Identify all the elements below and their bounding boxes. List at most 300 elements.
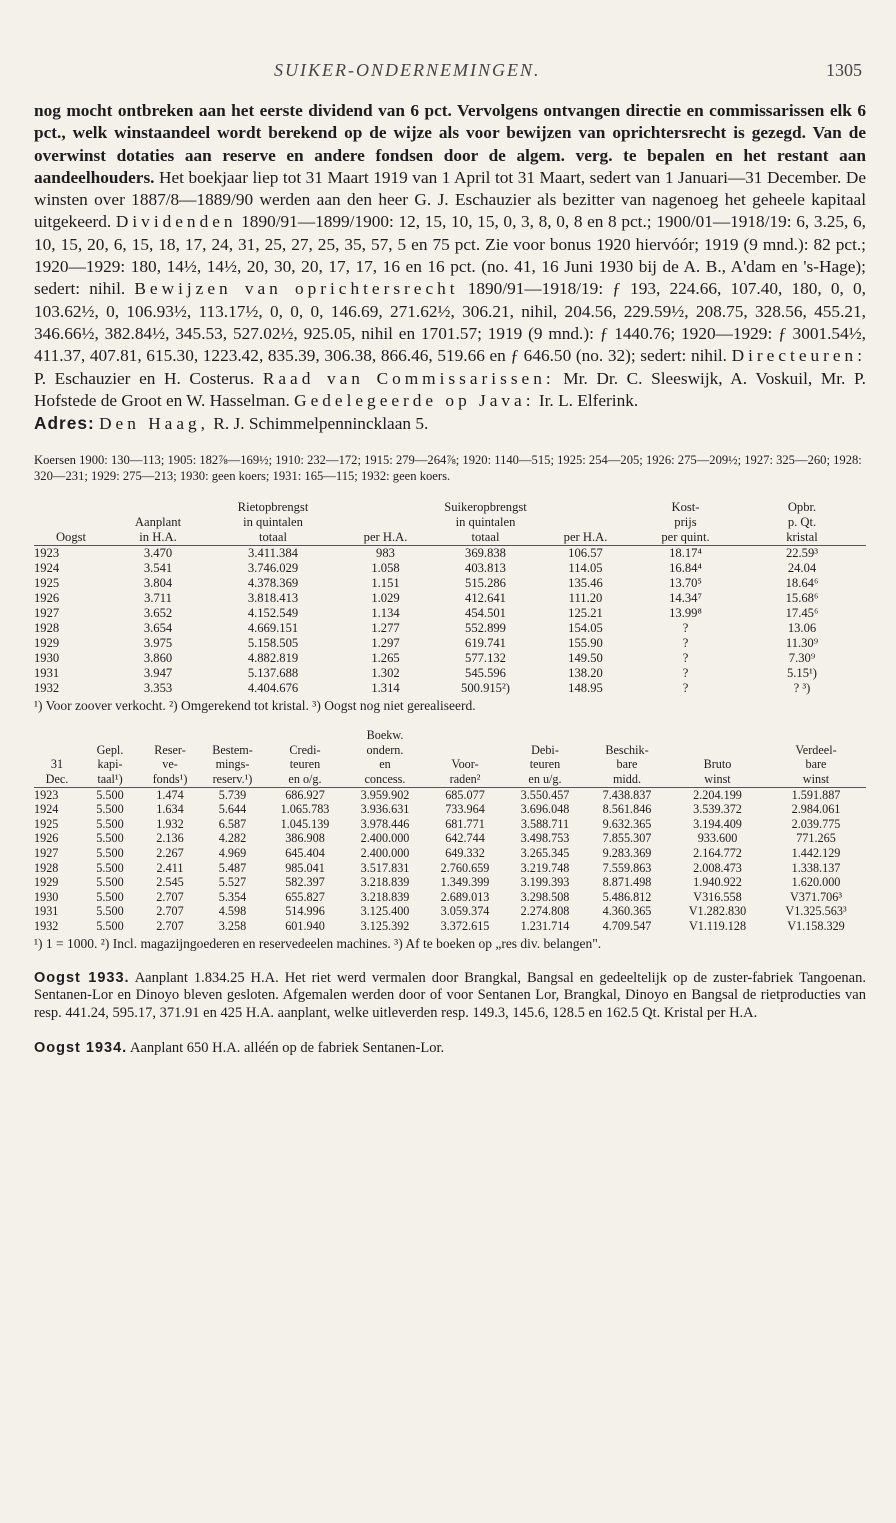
column-header: Reser- bbox=[154, 742, 186, 757]
table-cell: 619.741 bbox=[465, 636, 506, 651]
table-cell: 3.588.711 bbox=[520, 816, 570, 831]
column-header bbox=[425, 728, 505, 743]
table-cell: 5.15¹) bbox=[786, 666, 817, 681]
table-cell: 5.500 bbox=[96, 918, 124, 933]
table-cell: 412.641 bbox=[465, 591, 506, 606]
table-cell: 7.559.863 bbox=[602, 860, 652, 875]
table-cell: 5.739 bbox=[218, 787, 247, 802]
adres-label: Adres: bbox=[34, 413, 95, 434]
column-header: Bestem- bbox=[212, 742, 253, 757]
table-cell: 514.996 bbox=[285, 904, 325, 919]
column-header: fonds¹) bbox=[152, 772, 188, 787]
table-cell: 24.04 bbox=[787, 561, 817, 576]
column-header bbox=[585, 728, 669, 743]
table-cell: 13.70⁵ bbox=[669, 576, 702, 591]
gedelegeerde-label: Gedelegeerde op Java: bbox=[294, 390, 535, 410]
rvc-label: Raad van Commissarissen: bbox=[262, 368, 555, 388]
table-cell: 1.591.887 bbox=[791, 787, 841, 802]
directeuren-label: Directeuren: bbox=[731, 346, 866, 366]
table-cell: 5.500 bbox=[96, 846, 124, 861]
column-header: concess. bbox=[364, 772, 406, 787]
table-cell: 3.218.839 bbox=[360, 889, 410, 904]
column-header: midd. bbox=[612, 772, 642, 787]
column-header bbox=[505, 728, 585, 743]
table-cell: 2.707 bbox=[156, 918, 184, 933]
table-cell: 3.541 bbox=[143, 561, 173, 576]
table-cell: 13.06 bbox=[787, 621, 817, 636]
gedelegeerde-text: Ir. L. Elferink. bbox=[534, 390, 639, 410]
balance-table-footnote: ¹) 1 = 1000. ²) Incl. magazijngoederen en reservedeelen machines. ³) Af te boeken op „res div. belangen". bbox=[34, 935, 602, 951]
column-header bbox=[669, 743, 766, 758]
column-header: in quintalen bbox=[243, 515, 303, 530]
table-cell: 2.707 bbox=[156, 889, 184, 904]
harvest-header-row-1 bbox=[34, 500, 866, 515]
table-row bbox=[34, 875, 866, 890]
column-header: Rietopbrengst bbox=[237, 500, 309, 515]
table-cell: 4.282 bbox=[218, 831, 247, 846]
table-cell: 138.20 bbox=[568, 666, 603, 681]
column-header: Opbr. bbox=[787, 500, 817, 515]
balance-header-row-1 bbox=[34, 728, 866, 743]
table-cell: 154.05 bbox=[568, 621, 603, 636]
table-cell: 3.959.902 bbox=[360, 787, 410, 802]
row-year: 1928 bbox=[34, 621, 60, 636]
table-cell: 13.99⁸ bbox=[669, 606, 702, 621]
column-header: Beschik- bbox=[605, 742, 649, 757]
column-header: raden² bbox=[449, 772, 481, 787]
table-cell: 3.936.631 bbox=[360, 802, 410, 817]
row-year: 1927 bbox=[34, 846, 59, 861]
table-cell: 2.400.000 bbox=[360, 846, 410, 861]
column-header: teuren bbox=[529, 757, 561, 772]
column-header: per H.A. bbox=[563, 530, 608, 545]
table-cell: 3.411.384 bbox=[248, 546, 298, 561]
table-cell: 14.34⁷ bbox=[669, 591, 702, 606]
table-cell: 8.561.846 bbox=[602, 802, 652, 817]
column-header: ondern. bbox=[366, 742, 404, 757]
table-cell: 369.838 bbox=[465, 546, 506, 561]
table-cell: 2.411 bbox=[156, 860, 184, 875]
table-cell: 5.500 bbox=[96, 816, 124, 831]
table-cell: 1.314 bbox=[371, 681, 400, 696]
table-cell: 9.632.365 bbox=[602, 816, 652, 831]
table-cell: 1.277 bbox=[371, 621, 400, 636]
table-cell: 5.354 bbox=[218, 889, 247, 904]
table-cell: 15.68⁶ bbox=[785, 591, 819, 606]
row-year: 1931 bbox=[34, 666, 60, 681]
table-cell: 2.164.772 bbox=[693, 846, 742, 861]
table-cell: 149.50 bbox=[568, 651, 603, 666]
table-cell: 3.353 bbox=[143, 681, 173, 696]
row-year: 1929 bbox=[34, 636, 60, 651]
table-cell: 2.984.061 bbox=[791, 802, 841, 817]
directeuren-text: P. Eschauzier en H. Costerus. bbox=[34, 368, 263, 388]
harvest-table bbox=[34, 500, 866, 696]
table-cell: 2.136 bbox=[156, 831, 184, 846]
column-header: taal¹) bbox=[97, 772, 123, 787]
table-cell: 3.860 bbox=[143, 651, 173, 666]
table-cell: 5.500 bbox=[96, 904, 124, 919]
table-cell: 3.539.372 bbox=[693, 802, 742, 817]
column-header bbox=[265, 728, 345, 743]
table-cell: 681.771 bbox=[445, 816, 485, 831]
table-cell: 2.204.199 bbox=[693, 787, 742, 802]
dividenden-label: Dividenden bbox=[115, 212, 237, 232]
table-row bbox=[34, 621, 866, 636]
table-cell: 3.125.400 bbox=[360, 904, 410, 919]
table-cell: 1.442.129 bbox=[791, 846, 841, 861]
column-header bbox=[80, 728, 140, 743]
row-year: 1926 bbox=[34, 831, 59, 846]
table-cell: 1.065.783 bbox=[280, 802, 330, 817]
table-cell: 3.219.748 bbox=[520, 860, 570, 875]
page-number: 1305 bbox=[826, 60, 862, 80]
column-header: Oogst bbox=[55, 530, 87, 545]
column-header bbox=[338, 515, 433, 530]
column-header: Debi- bbox=[531, 742, 559, 757]
column-header: teuren bbox=[289, 757, 321, 772]
table-cell: 16.84⁴ bbox=[669, 561, 702, 576]
harvest-header-row-3 bbox=[34, 530, 866, 546]
table-cell: 4.969 bbox=[218, 846, 247, 861]
bewijzen-label: Bewijzen van oprichtersrecht bbox=[134, 279, 459, 299]
table-cell: 2.689.013 bbox=[440, 889, 490, 904]
column-header: en u/g. bbox=[528, 772, 562, 787]
fiscal-year-text: Het boekjaar liep tot 31 Maart 1919 van 1 April tot 31 Maart, sedert van 1 Januari—31 December. De winsten over 1887/8—1889/90 werden aan den heer G. J. Eschauzier als bezitter van nagenoeg het geheele kapitaal uitgekeerd. bbox=[34, 167, 866, 232]
adres-street: R. J. Schimmelpennincklaan 5. bbox=[208, 414, 429, 434]
table-cell: 5.500 bbox=[96, 889, 124, 904]
table-cell: 3.517.831 bbox=[360, 860, 410, 875]
table-cell: 3.498.753 bbox=[520, 831, 570, 846]
table-cell: 6.587 bbox=[218, 816, 247, 831]
table-cell: 5.527 bbox=[218, 875, 247, 890]
table-cell: 1.231.714 bbox=[520, 918, 570, 933]
table-cell: 135.46 bbox=[568, 576, 603, 591]
row-year: 1923 bbox=[34, 787, 59, 802]
column-header: in quintalen bbox=[455, 515, 516, 530]
column-header: per H.A. bbox=[363, 530, 408, 545]
table-cell: 3.654 bbox=[143, 621, 173, 636]
table-cell: 515.286 bbox=[465, 576, 506, 591]
column-header: reserv.¹) bbox=[212, 772, 253, 787]
adres-city: Den Haag, bbox=[99, 414, 209, 434]
running-title: SUIKER-ONDERNEMINGEN. bbox=[274, 60, 541, 80]
table-cell: 3.711 bbox=[144, 591, 172, 606]
table-cell: 7.855.307 bbox=[602, 831, 652, 846]
column-header: Bruto bbox=[703, 757, 732, 772]
table-cell: 1.338.137 bbox=[791, 860, 841, 875]
table-cell: 454.501 bbox=[465, 606, 506, 621]
table-cell: 642.744 bbox=[445, 831, 485, 846]
table-cell: 3.652 bbox=[143, 606, 173, 621]
table-cell: 3.550.457 bbox=[520, 787, 570, 802]
dividenden-text: 1890/91—1899/1900: 12, 15, 10, 15, 0, 3, 8, 0, 8 en 8 pct.; 1900/01—1918/19: 6, 3.25, 6, 10, 15, 20, 6, 15, 18, 17, 24, 31, 25, 27, 25, 35, 57, 5 en 75 pct. Zie voor bonus 1920 hiervóór; 1919 (9 mnd.): 82 pct.; 1920—1929: 180, 14½, 14½, 20, 30, 20, 17, 17, 16 en 16 pct. (no. 41, 16 Juni 1930 bij de A. B., A'dam en 's-Hage); sedert: nihil. bbox=[34, 212, 866, 299]
table-cell: 1.474 bbox=[156, 787, 184, 802]
table-cell: 3.372.615 bbox=[440, 918, 490, 933]
rvc-text: Mr. Dr. C. Sleeswijk, A. Voskuil, Mr. P. Hofstede de Groot en W. Hasselman. bbox=[34, 368, 866, 410]
table-row bbox=[34, 666, 866, 681]
table-cell: 3.978.446 bbox=[360, 816, 410, 831]
table-cell: 2.008.473 bbox=[693, 860, 742, 875]
table-cell: 577.132 bbox=[465, 651, 506, 666]
column-header bbox=[34, 500, 108, 515]
table-row bbox=[34, 861, 866, 876]
table-cell: 582.397 bbox=[285, 875, 325, 890]
column-header: ve- bbox=[162, 757, 178, 772]
column-header: Credi- bbox=[289, 742, 321, 757]
table-cell: 4.669.151 bbox=[247, 621, 299, 636]
balance-header-row-2 bbox=[34, 743, 866, 758]
balance-header-row-3 bbox=[34, 757, 866, 772]
table-cell: 5.500 bbox=[96, 860, 124, 875]
table-cell: 403.813 bbox=[465, 561, 506, 576]
table-cell: 3.125.392 bbox=[360, 918, 410, 933]
column-header: bare bbox=[805, 757, 827, 772]
table-cell: 3.947 bbox=[143, 666, 173, 681]
table-cell: 18.17⁴ bbox=[669, 546, 702, 561]
table-cell: 685.077 bbox=[445, 787, 485, 802]
table-cell: 4.709.547 bbox=[602, 918, 652, 933]
table-cell: 17.45⁶ bbox=[785, 606, 819, 621]
table-row bbox=[34, 591, 866, 606]
table-cell: 4.152.549 bbox=[247, 606, 299, 621]
oogst-1934-text: Aanplant 650 H.A. alléén op de fabriek Sentanen-Lor. bbox=[127, 1040, 445, 1057]
row-year: 1932 bbox=[34, 918, 59, 933]
table-row bbox=[34, 636, 866, 651]
table-cell: 3.298.508 bbox=[520, 889, 570, 904]
oogst-1933-label: Oogst 1933. bbox=[34, 969, 130, 986]
column-header bbox=[34, 728, 80, 743]
table-cell: 2.545 bbox=[156, 875, 184, 890]
oogst-1933-text: Aanplant 1.834.25 H.A. Het riet werd vermalen door Brangkal, Bangsal en gedeeltelijk op de zuster-fabriek Tangoenan. Sentanen-Lor en Dinoyo bleven gesloten. Afgemalen werden door of voor Sentanen Lor, Brangkal, Dinoyo en Bangsal de rietproducties van resp. 441.24, 595.17, 371.91 en 425 H.A. aanplant, welke uitleverden resp. 149.3, 145.6, 128.5 en 162.5 Qt. Kristal per H.A. bbox=[34, 969, 866, 1021]
column-header bbox=[34, 515, 108, 530]
harvest-table-footnote: ¹) Voor zoover verkocht. ²) Omgerekend tot kristal. ³) Oogst nog niet gerealiseerd. bbox=[34, 698, 476, 714]
table-cell: 3.199.393 bbox=[520, 875, 570, 890]
table-cell: 3.218.839 bbox=[360, 875, 410, 890]
page bbox=[34, 0, 866, 1058]
table-cell: 1.302 bbox=[371, 666, 400, 681]
column-header bbox=[538, 515, 633, 530]
table-cell: ? bbox=[682, 651, 689, 666]
column-header: Suikeropbrengst bbox=[444, 500, 527, 515]
column-header: 31 bbox=[50, 757, 64, 772]
column-header: kristal bbox=[786, 530, 818, 545]
column-header bbox=[766, 728, 866, 743]
table-cell: 3.059.374 bbox=[440, 904, 490, 919]
table-cell: 933.600 bbox=[697, 831, 738, 846]
table-cell: 5.644 bbox=[218, 802, 247, 817]
column-header: en bbox=[379, 757, 391, 772]
table-cell: V371.706³ bbox=[789, 889, 843, 904]
table-row bbox=[34, 846, 866, 861]
table-cell: 1.265 bbox=[371, 651, 400, 666]
harvest-header-row-2 bbox=[34, 515, 866, 530]
column-header: per quint. bbox=[661, 530, 710, 545]
page-header bbox=[34, 0, 866, 100]
table-cell: 1.134 bbox=[371, 606, 400, 621]
table-cell: 985.041 bbox=[285, 860, 325, 875]
column-header bbox=[538, 500, 633, 515]
table-cell: 1.151 bbox=[371, 576, 400, 591]
table-cell: 4.404.676 bbox=[247, 681, 299, 696]
table-cell: 3.818.413 bbox=[247, 591, 299, 606]
row-year: 1924 bbox=[34, 561, 60, 576]
table-cell: 1.297 bbox=[371, 636, 400, 651]
table-cell: ? bbox=[682, 666, 689, 681]
table-row bbox=[34, 831, 866, 846]
table-cell: 4.882.819 bbox=[247, 651, 299, 666]
table-cell: 1.349.399 bbox=[440, 875, 490, 890]
column-header: p. Qt. bbox=[787, 515, 817, 530]
table-cell: 771.265 bbox=[796, 831, 836, 846]
table-cell: 8.871.498 bbox=[602, 875, 652, 890]
table-cell: 3.746.029 bbox=[247, 561, 299, 576]
table-cell: 3.696.048 bbox=[520, 802, 570, 817]
table-cell: 645.404 bbox=[285, 846, 325, 861]
table-row bbox=[34, 890, 866, 905]
oogst-1933-section bbox=[34, 970, 866, 1023]
table-cell: 2.707 bbox=[156, 904, 184, 919]
table-cell: 2.400.000 bbox=[360, 831, 410, 846]
table-cell: 5.158.505 bbox=[247, 636, 299, 651]
row-year: 1930 bbox=[34, 889, 59, 904]
table-cell: 5.137.688 bbox=[247, 666, 299, 681]
oogst-1934-label: Oogst 1934. bbox=[34, 1040, 128, 1057]
table-cell: 125.21 bbox=[568, 606, 603, 621]
row-year: 1929 bbox=[34, 875, 59, 890]
table-cell: 3.470 bbox=[143, 546, 173, 561]
table-cell: 11.30⁹ bbox=[785, 636, 819, 651]
row-year: 1927 bbox=[34, 606, 60, 621]
table-cell: 5.500 bbox=[96, 875, 124, 890]
table-cell: ? bbox=[682, 636, 689, 651]
table-row bbox=[34, 546, 866, 562]
table-cell: 2.267 bbox=[156, 846, 184, 861]
table-cell: V1.158.329 bbox=[787, 918, 845, 933]
table-row bbox=[34, 904, 866, 919]
table-cell: 500.915²) bbox=[461, 681, 510, 696]
table-cell: 5.500 bbox=[96, 831, 124, 846]
oogst-1934-section bbox=[34, 1040, 866, 1058]
column-header: Verdeel- bbox=[795, 742, 837, 757]
table-row bbox=[34, 576, 866, 591]
column-header: winst bbox=[704, 772, 731, 787]
column-header bbox=[34, 743, 80, 758]
table-cell: 3.265.345 bbox=[520, 846, 570, 861]
table-cell: 114.05 bbox=[568, 561, 603, 576]
table-cell: 2.039.775 bbox=[791, 816, 841, 831]
table-row bbox=[34, 681, 866, 696]
row-year: 1925 bbox=[34, 816, 59, 831]
column-header: prijs bbox=[674, 515, 697, 530]
table-cell: ? ³) bbox=[793, 681, 811, 696]
table-cell: 5.486.812 bbox=[602, 889, 652, 904]
table-cell: 1.634 bbox=[156, 802, 184, 817]
table-cell: V1.282.830 bbox=[688, 904, 747, 919]
table-cell: 22.59³ bbox=[785, 546, 819, 561]
table-row bbox=[34, 817, 866, 832]
balance-header-row-4 bbox=[34, 772, 866, 787]
table-row bbox=[34, 802, 866, 817]
row-year: 1926 bbox=[34, 591, 60, 606]
table-cell: 649.332 bbox=[445, 846, 485, 861]
table-cell: 1.620.000 bbox=[791, 875, 841, 890]
table-cell: 4.360.365 bbox=[602, 904, 652, 919]
column-header bbox=[338, 500, 433, 515]
table-cell: V316.558 bbox=[693, 889, 742, 904]
column-header: in H.A. bbox=[139, 530, 177, 545]
table-row bbox=[34, 651, 866, 666]
table-cell: 2.760.659 bbox=[440, 860, 490, 875]
row-year: 1930 bbox=[34, 651, 60, 666]
table-cell: 686.927 bbox=[285, 787, 325, 802]
table-cell: 5.500 bbox=[96, 802, 124, 817]
table-cell: 2.274.808 bbox=[520, 904, 570, 919]
column-header: kapi- bbox=[97, 757, 123, 772]
table-cell: 148.95 bbox=[568, 681, 603, 696]
row-year: 1931 bbox=[34, 904, 59, 919]
company-description bbox=[34, 100, 866, 435]
row-year: 1932 bbox=[34, 681, 60, 696]
table-cell: 1.932 bbox=[156, 816, 184, 831]
column-header bbox=[669, 728, 766, 743]
table-row bbox=[34, 787, 866, 802]
table-cell: 9.283.369 bbox=[602, 846, 652, 861]
table-cell: V1.325.563³ bbox=[785, 904, 847, 919]
row-year: 1925 bbox=[34, 576, 60, 591]
column-header bbox=[425, 743, 505, 758]
column-header: Voor- bbox=[451, 757, 479, 772]
table-cell: 3.804 bbox=[143, 576, 173, 591]
koersen-line: Koersen 1900: 130—113; 1905: 182⅞—169½; 1910: 232—172; 1915: 279—264⅞; 1920: 1140—515; 1925: 254—205; 1926: 275—209½; 1927: 325—260; 1928: 320—231; 1929: 275—213; 1930: geen koers; 1931: 165—115; 1932: geen koers. bbox=[34, 453, 862, 483]
table-cell: 386.908 bbox=[285, 831, 325, 846]
profit-distribution-text: nog mocht ontbreken aan het eerste dividend van 6 pct. Vervolgens ontvangen directie en commissarissen elk 6 pct., welk winstaandeel wordt berekend op de wijze als voor bewijzen van oprichtersrecht is gezegd. Van de overwinst dotaties aan reserve en andere fondsen door de algem. verg. te bepalen en het restant aan aandeelhouders. bbox=[34, 101, 866, 187]
column-header: bare bbox=[616, 757, 638, 772]
row-year: 1923 bbox=[34, 546, 60, 561]
table-cell: 5.487 bbox=[218, 860, 247, 875]
column-header: mings- bbox=[215, 757, 250, 772]
column-header bbox=[140, 728, 200, 743]
table-cell: 983 bbox=[376, 546, 395, 561]
table-cell: 7.438.837 bbox=[602, 787, 652, 802]
column-header: totaal bbox=[259, 530, 287, 545]
table-row bbox=[34, 561, 866, 576]
table-cell: 601.940 bbox=[285, 918, 325, 933]
row-year: 1924 bbox=[34, 802, 59, 817]
table-cell: 552.899 bbox=[465, 621, 506, 636]
column-header: en o/g. bbox=[288, 772, 322, 787]
table-cell: 3.258 bbox=[218, 918, 247, 933]
table-cell: 5.500 bbox=[96, 787, 124, 802]
column-header bbox=[108, 500, 208, 515]
table-cell: 1.940.922 bbox=[693, 875, 742, 890]
column-header: Boekw. bbox=[366, 728, 404, 743]
column-header: Dec. bbox=[45, 772, 69, 787]
table-cell: ? bbox=[682, 681, 689, 696]
table-cell: 7.30⁹ bbox=[788, 651, 816, 666]
column-header: Aanplant bbox=[134, 515, 182, 530]
table-cell: 111.20 bbox=[568, 591, 603, 606]
column-header: totaal bbox=[471, 530, 500, 545]
table-cell: 655.827 bbox=[285, 889, 325, 904]
table-cell: 1.029 bbox=[371, 591, 400, 606]
table-cell: 1.058 bbox=[371, 561, 400, 576]
table-cell: 3.975 bbox=[143, 636, 173, 651]
table-cell: ? bbox=[682, 621, 689, 636]
column-header: Kost- bbox=[671, 500, 700, 515]
table-cell: V1.119.128 bbox=[688, 918, 747, 933]
table-cell: 545.596 bbox=[465, 666, 506, 681]
